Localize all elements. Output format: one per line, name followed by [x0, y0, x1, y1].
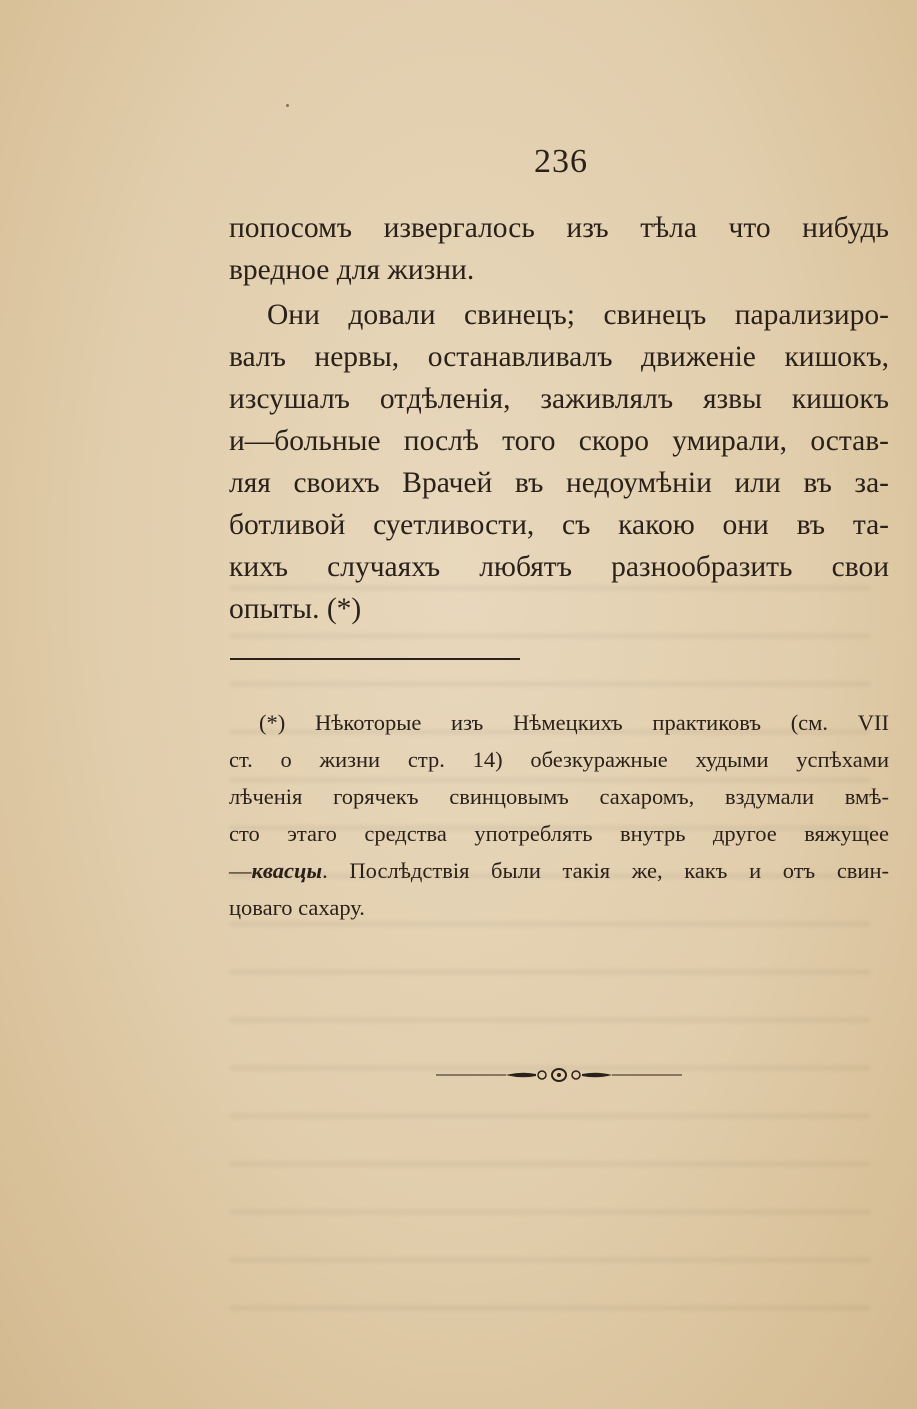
footnote-italic-word: квасцы	[251, 858, 323, 883]
text-line: ботливой суетливости, съ какою они въ та-	[229, 509, 889, 541]
text-line: изсушалъ отдѣленія, заживлялъ язвы кишокъ	[229, 383, 889, 415]
text-line: вредное для жизни.	[229, 254, 475, 286]
footnote-line: лѣченія горячекъ свинцовымъ сахаромъ, вздумали вмѣ-	[229, 784, 889, 809]
footnote-separator-rule	[230, 658, 520, 660]
show-through-texture	[230, 560, 870, 1340]
main-text-block	[229, 207, 889, 630]
footnote-line: цоваго сахару.	[229, 895, 365, 920]
page-number: 236	[534, 143, 588, 180]
footnote-line-rest: . Послѣдствія были такія же, какъ и отъ свин-	[322, 858, 889, 883]
footnote-line: сто этаго средства употреблять внутрь другое вяжущее	[229, 821, 889, 846]
footnote-line: (*) Нѣкоторые изъ Нѣмецкихъ практиковъ (см. VII	[259, 710, 889, 735]
paper-speck	[286, 104, 289, 107]
footnote-line	[229, 852, 889, 889]
text-line: кихъ случаяхъ любятъ разнообразить свои	[229, 551, 889, 583]
text-line: валъ нервы, останавливалъ движеніе кишокъ,	[229, 341, 889, 373]
text-line: и—больные послѣ того скоро умирали, остав-	[229, 425, 889, 457]
end-ornament-icon	[436, 1066, 682, 1084]
text-line: попосомъ извергалось изъ тѣла что нибудь	[229, 212, 889, 244]
text-line: опыты. (*)	[229, 593, 362, 625]
footnote-line: ст. о жизни стр. 14) обезкуражные худыми успѣхами	[229, 747, 889, 772]
footnote-block	[229, 704, 889, 926]
footnote-dash: —	[229, 858, 252, 883]
text-line: Они довали свинецъ; свинецъ парализиро-	[267, 299, 889, 331]
text-line: ляя своихъ Врачей въ недоумѣніи или въ за-	[229, 467, 889, 499]
